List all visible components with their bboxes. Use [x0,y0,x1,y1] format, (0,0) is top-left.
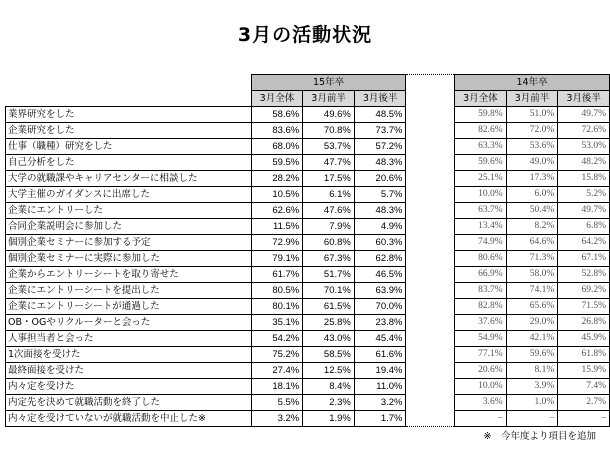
value-cell-15: 3.2% [251,411,303,427]
value-cell-15: 18.1% [251,379,303,395]
value-cell-14: 71.5% [558,299,610,315]
value-cell-15: 57.2% [354,139,406,155]
row-label: 内々定を受けていないが就職活動を中止した※ [6,411,252,427]
value-cell-15: 49.6% [303,107,355,123]
value-cell-15: 19.4% [354,363,406,379]
value-cell-15: 6.1% [303,187,355,203]
value-cell-14: 59.6% [455,155,507,171]
value-cell-14: 8.2% [506,219,558,235]
group-header-row [6,75,610,91]
value-cell-15: 11.5% [251,219,303,235]
value-cell-14: 49.7% [558,203,610,219]
value-cell-14: 20.6% [455,363,507,379]
value-cell-14: 6.8% [558,219,610,235]
table-row [6,187,610,203]
value-cell-15: 5.5% [251,395,303,411]
row-label: 業界研究をした [6,107,252,123]
value-cell-15: 3.2% [354,395,406,411]
value-cell-14: 82.8% [455,299,507,315]
value-cell-15: 47.6% [303,203,355,219]
value-cell-14: 45.9% [558,331,610,347]
value-cell-14: 5.2% [558,187,610,203]
value-cell-15: 23.8% [354,315,406,331]
activity-table [5,74,610,427]
row-label: 内々定を受けた [6,379,252,395]
value-cell-15: 47.7% [303,155,355,171]
value-cell-15: 1.9% [303,411,355,427]
group-header-previous: 14年卒 [455,75,610,91]
value-cell-15: 45.4% [354,331,406,347]
value-cell-14: 80.6% [455,251,507,267]
value-cell-15: 75.2% [251,347,303,363]
group-header-current: 15年卒 [251,75,406,91]
value-cell-15: 62.6% [251,203,303,219]
value-cell-14: 1.0% [506,395,558,411]
value-cell-14: 13.4% [455,219,507,235]
value-cell-15: 4.9% [354,219,406,235]
col-header-all: 3月全体 [251,91,303,107]
row-label: 企業にエントリーシートが通過した [6,299,252,315]
value-cell-15: 70.1% [303,283,355,299]
value-cell-14: 72.6% [558,123,610,139]
value-cell-14: 10.0% [455,379,507,395]
value-cell-14: 42.1% [506,331,558,347]
value-cell-14: 10.0% [455,187,507,203]
value-cell-14: 58.0% [506,267,558,283]
table-row [6,155,610,171]
value-cell-14: 83.7% [455,283,507,299]
value-cell-14: 8.1% [506,363,558,379]
table-row [6,251,610,267]
value-cell-14: 64.2% [558,235,610,251]
value-cell-15: 73.7% [354,123,406,139]
col-header-second-half: 3月後半 [354,91,406,107]
table-row [6,107,610,123]
value-cell-15: 27.4% [251,363,303,379]
value-cell-15: 83.6% [251,123,303,139]
value-cell-14: 26.8% [558,315,610,331]
table-row [6,219,610,235]
value-cell-15: 58.5% [303,347,355,363]
value-cell-14: 71.3% [506,251,558,267]
value-cell-14: 64.6% [506,235,558,251]
page-title: 3月の活動状況 [237,24,373,46]
value-cell-14: 6.0% [506,187,558,203]
row-label: 企業にエントリーシートを提出した [6,283,252,299]
table-row [6,363,610,379]
value-cell-15: 70.0% [354,299,406,315]
row-label: 企業研究をした [6,123,252,139]
value-cell-14: 63.7% [455,203,507,219]
row-label: 個別企業セミナーに実際に参加した [6,251,252,267]
value-cell-15: 28.2% [251,171,303,187]
value-cell-15: 61.5% [303,299,355,315]
value-cell-15: 17.5% [303,171,355,187]
table-row [6,315,610,331]
row-label: 自己分析をした [6,155,252,171]
value-cell-14: 66.9% [455,267,507,283]
value-cell-14: 63.3% [455,139,507,155]
value-cell-14: 65.6% [506,299,558,315]
value-cell-15: 54.2% [251,331,303,347]
row-label: 内定先を決めて就職活動を終了した [6,395,252,411]
value-cell-14: 54.9% [455,331,507,347]
table-row [6,331,610,347]
row-label: 企業にエントリーした [6,203,252,219]
value-cell-14: 25.1% [455,171,507,187]
value-cell-15: 43.0% [303,331,355,347]
row-label: 1次面接を受けた [6,347,252,363]
value-cell-15: 46.5% [354,267,406,283]
value-cell-14: 82.6% [455,123,507,139]
value-cell-15: 61.7% [251,267,303,283]
value-cell-14: 77.1% [455,347,507,363]
value-cell-14: 74.9% [455,235,507,251]
table-row [6,123,610,139]
table-row [6,379,610,395]
table-row [6,299,610,315]
value-cell-15: 62.8% [354,251,406,267]
row-label: 仕事（職種）研究をした [6,139,252,155]
value-cell-15: 2.3% [303,395,355,411]
value-cell-15: 1.7% [354,411,406,427]
value-cell-15: 53.7% [303,139,355,155]
value-cell-15: 48.5% [354,107,406,123]
row-label: OB・OGやリクルーターと会った [6,315,252,331]
value-cell-15: 5.7% [354,187,406,203]
col-header-first-half: 3月前半 [303,91,355,107]
sub-header-row [6,91,610,107]
row-label: 個別企業セミナーに参加する予定 [6,235,252,251]
value-cell-15: 10.5% [251,187,303,203]
value-cell-15: 72.9% [251,235,303,251]
value-cell-14: 74.1% [506,283,558,299]
value-cell-15: 60.3% [354,235,406,251]
value-cell-14: 59.8% [455,107,507,123]
col-header-second-half: 3月後半 [558,91,610,107]
value-cell-14: 51.0% [506,107,558,123]
table-row [6,283,610,299]
value-cell-15: 80.5% [251,283,303,299]
footnote: ※ 今年度より項目を追加 [483,431,596,442]
table-row [6,267,610,283]
value-cell-14: 61.8% [558,347,610,363]
table-row [6,171,610,187]
value-cell-14: 53.0% [558,139,610,155]
value-cell-14: – [558,411,610,427]
row-label: 合同企業説明会に参加した [6,219,252,235]
value-cell-15: 63.9% [354,283,406,299]
value-cell-14: 3.6% [455,395,507,411]
value-cell-15: 51.7% [303,267,355,283]
col-header-first-half: 3月前半 [506,91,558,107]
value-cell-14: 29.0% [506,315,558,331]
value-cell-15: 35.1% [251,315,303,331]
value-cell-14: – [455,411,507,427]
value-cell-15: 48.3% [354,203,406,219]
table-row [6,235,610,251]
value-cell-15: 20.6% [354,171,406,187]
value-cell-15: 67.3% [303,251,355,267]
row-label: 最終面接を受けた [6,363,252,379]
col-header-all: 3月全体 [455,91,507,107]
value-cell-15: 58.6% [251,107,303,123]
table-row [6,347,610,363]
value-cell-15: 60.8% [303,235,355,251]
value-cell-15: 70.8% [303,123,355,139]
value-cell-14: 15.9% [558,363,610,379]
value-cell-14: 48.2% [558,155,610,171]
value-cell-14: 2.7% [558,395,610,411]
value-cell-14: 50.4% [506,203,558,219]
row-label: 人事担当者と会った [6,331,252,347]
value-cell-14: 49.7% [558,107,610,123]
value-cell-15: 68.0% [251,139,303,155]
value-cell-15: 48.3% [354,155,406,171]
value-cell-14: 37.6% [455,315,507,331]
row-label: 大学主催のガイダンスに出席した [6,187,252,203]
value-cell-15: 59.5% [251,155,303,171]
value-cell-15: 80.1% [251,299,303,315]
value-cell-14: 69.2% [558,283,610,299]
value-cell-15: 7.9% [303,219,355,235]
table-row [6,203,610,219]
value-cell-15: 79.1% [251,251,303,267]
value-cell-14: 7.4% [558,379,610,395]
table-row [6,139,610,155]
value-cell-14: 17.3% [506,171,558,187]
value-cell-14: – [506,411,558,427]
value-cell-15: 8.4% [303,379,355,395]
value-cell-14: 3.9% [506,379,558,395]
value-cell-15: 11.0% [354,379,406,395]
value-cell-14: 67.1% [558,251,610,267]
value-cell-14: 53.6% [506,139,558,155]
value-cell-14: 49.0% [506,155,558,171]
value-cell-15: 25.8% [303,315,355,331]
value-cell-15: 61.6% [354,347,406,363]
value-cell-14: 59.6% [506,347,558,363]
row-label: 大学の就職課やキャリアセンターに相談した [6,171,252,187]
value-cell-14: 72.0% [506,123,558,139]
value-cell-14: 52.8% [558,267,610,283]
value-cell-14: 15.8% [558,171,610,187]
value-cell-15: 12.5% [303,363,355,379]
table-row [6,395,610,411]
row-label: 企業からエントリーシートを取り寄せた [6,267,252,283]
table-row [6,411,610,427]
